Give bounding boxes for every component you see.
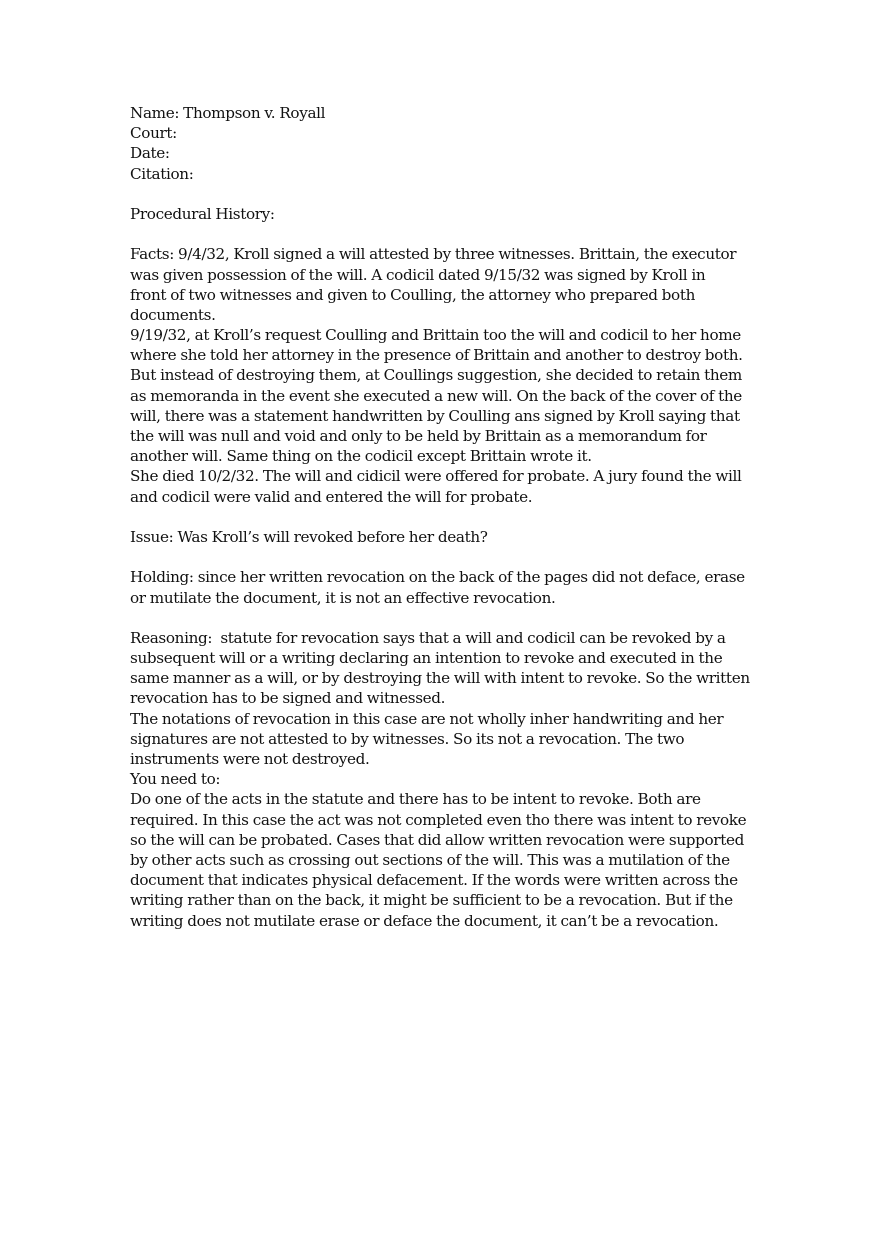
reasoning-line: The notations of revocation in this case are not wholly inher handwriting and her	[130, 709, 724, 728]
spacer	[130, 224, 770, 244]
reasoning-line: same manner as a will, or by destroying the will with intent to revoke. So the written	[130, 669, 750, 688]
holding-line: or mutilate the document, it is not an effective revocation.	[130, 588, 556, 607]
facts-line: 9/19/32, at Kroll’s request Coulling and Brittain too the will and codicil to her home	[130, 326, 741, 345]
facts-section	[130, 244, 770, 506]
holding-line: Holding: since her written revocation on the back of the pages did not deface, erase	[130, 568, 745, 587]
spacer	[130, 608, 770, 628]
reasoning-line: so the will can be probated. Cases that did allow written revocation were supported	[130, 830, 744, 849]
facts-line: front of two witnesses and given to Coulling, the attorney who prepared both	[130, 285, 696, 304]
facts-line: the will was null and void and only to be held by Brittain as a memorandum for	[130, 427, 707, 445]
facts-line: as memoranda in the event she executed a new will. On the back of the cover of the	[130, 386, 742, 405]
reasoning-line: subsequent will or a writing declaring an intention to revoke and executed in the	[130, 649, 723, 668]
document-page	[130, 103, 770, 931]
reasoning-line: writing rather than on the back, it might be sufficient to be a revocation. But if the	[130, 891, 733, 910]
reasoning-line: Do one of the acts in the statute and there has to be intent to revoke. Both are	[130, 790, 701, 809]
facts-line: where she told her attorney in the presence of Brittain and another to destroy both.	[130, 346, 743, 365]
facts-line: documents.	[130, 305, 216, 324]
procedural-history-heading: Procedural History:	[130, 204, 275, 223]
issue-paragraph: Issue: Was Kroll’s will revoked before her death?	[130, 527, 488, 546]
spacer	[130, 507, 770, 527]
facts-line: She died 10/2/32. The will and cidicil were offered for probate. A jury found the will	[130, 467, 742, 486]
reasoning-section	[130, 628, 770, 931]
facts-line: and codicil were valid and entered the will for probate.	[130, 487, 533, 506]
facts-line: Facts: 9/4/32, Kroll signed a will attested by three witnesses. Brittain, the executor	[130, 245, 737, 264]
reasoning-line: signatures are not attested to by witnesses. So its not a revocation. The two	[130, 729, 685, 748]
reasoning-line: required. In this case the act was not completed even tho there was intent to revoke	[130, 810, 747, 829]
reasoning-line: You need to:	[130, 770, 221, 789]
facts-line: will, there was a statement handwritten by Coulling ans signed by Kroll saying that	[130, 406, 740, 425]
reasoning-line: writing does not mutilate erase or deface the document, it can’t be a revocation.	[130, 911, 719, 930]
holding-section	[130, 567, 770, 607]
case-header	[130, 103, 770, 184]
spacer	[130, 184, 770, 204]
case-name: Name: Thompson v. Royall	[130, 104, 326, 122]
reasoning-line: by other acts such as crossing out sections of the will. This was a mutilation of the	[130, 850, 730, 869]
reasoning-line: revocation has to be signed and witnessed.	[130, 689, 446, 708]
facts-line: was given possession of the will. A codicil dated 9/15/32 was signed by Kroll in	[130, 265, 706, 284]
facts-line: But instead of destroying them, at Coullings suggestion, she decided to retain them	[130, 366, 742, 385]
reasoning-line: Reasoning: statute for revocation says that a will and codicil can be revoked by a	[130, 628, 726, 647]
date-field: Date:	[130, 144, 170, 163]
citation-field: Citation:	[130, 164, 194, 183]
reasoning-line: document that indicates physical defacement. If the words were written across the	[130, 871, 738, 890]
facts-line: another will. Same thing on the codicil except Brittain wrote it.	[130, 447, 592, 466]
court-field: Court:	[130, 124, 177, 143]
reasoning-line: instruments were not destroyed.	[130, 750, 370, 768]
spacer	[130, 547, 770, 567]
